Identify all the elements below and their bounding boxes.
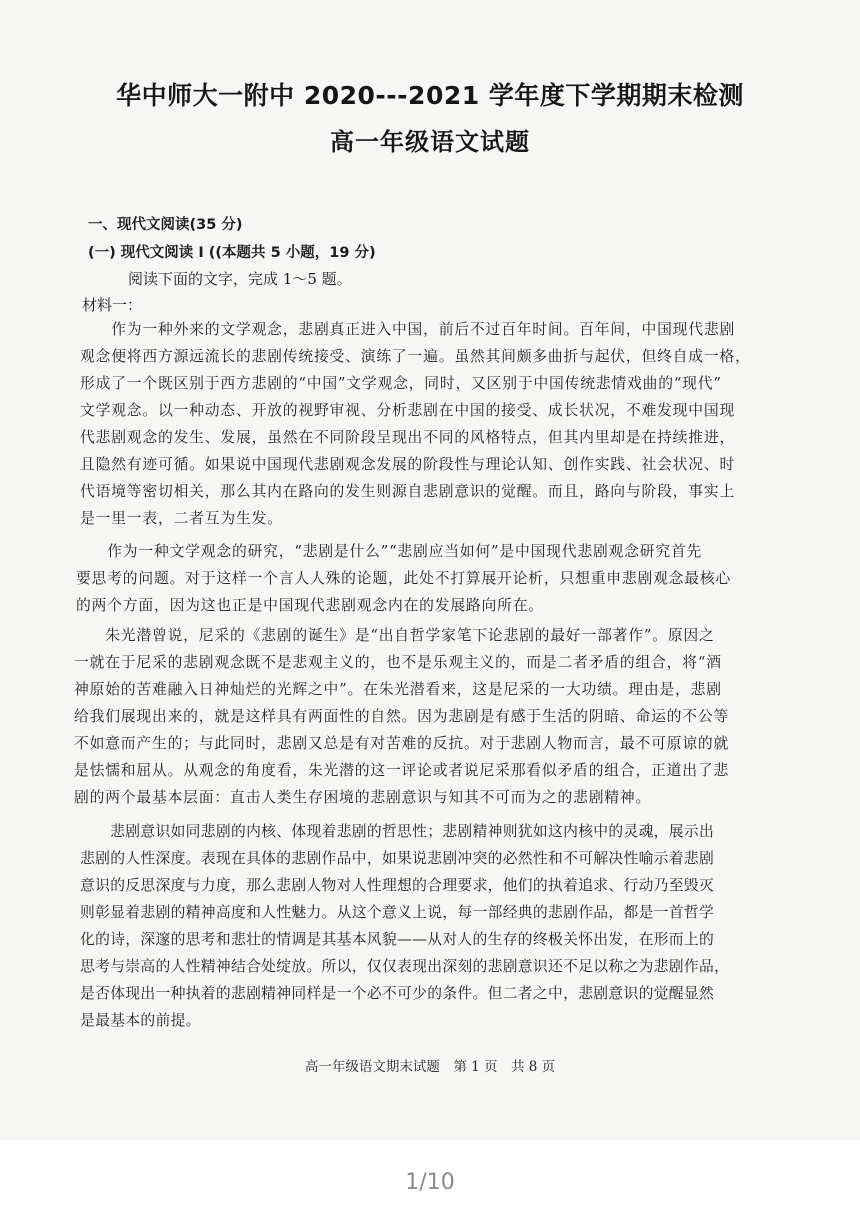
page-footer: 高一年级语文期末试题 第 1 页 共 8 页: [304, 1059, 556, 1075]
subsection-heading: (一) 现代文阅读 I ((本题共 5 小题，19 分): [88, 245, 376, 261]
exam-subtitle: 高一年级语文试题: [330, 128, 530, 156]
text-line: 化的诗，深邃的思考和悲壮的情调是其基本风貌——从对人的生存的终极关怀出发，在形而上的: [80, 931, 715, 948]
page-indicator: 1/10: [405, 1170, 455, 1195]
text-line: 代语境等密切相关，那么其内在路向的发生则源自悲剧意识的觉醒。而且，路向与阶段，事实上: [80, 483, 736, 500]
text-line: 不如意而产生的；与此同时，悲剧又总是有对苦难的反抗。对于悲剧人物而言，最不可原谅的就: [74, 735, 730, 752]
text-line: 神原始的苦难融入日神灿烂的光辉之中”。在朱光潜看来，这是尼采的一大功绩。理由是，悲剧: [74, 681, 722, 698]
text-line: 悲剧意识如同悲剧的内核、体现着悲剧的哲思性；悲剧精神则犹如这内核中的灵魂，展示出: [80, 823, 715, 840]
text-line: 一就在于尼采的悲剧观念既不是悲观主义的，也不是乐观主义的，而是二者矛盾的组合，将“酒: [74, 654, 722, 671]
material-label: 材料一：: [82, 296, 143, 314]
text-line: 要思考的问题。对于这样一个言人人殊的论题，此处不打算展开论析，只想重申悲剧观念最核心: [76, 570, 732, 587]
text-line: 悲剧的人性深度。表现在具体的悲剧作品中，如果说悲剧冲突的必然性和不可解决性喻示着悲剧: [80, 850, 715, 867]
text-line: 是最基本的前提。: [80, 1012, 201, 1029]
paragraph-4: [80, 818, 780, 1034]
text-line: 观念便将西方源远流长的悲剧传统接受、演练了一遍。虽然其间颇多曲折与起伏，但终自成一格，: [80, 348, 751, 365]
text-line: 代悲剧观念的发生、发展，虽然在不同阶段呈现出不同的风格特点，但其内里却是在持续推进，: [80, 429, 736, 446]
text-line: 作为一种外来的文学观念，悲剧真正进入中国，前后不过百年时间。百年间，中国现代悲剧: [80, 321, 736, 338]
text-line: 意识的反思深度与力度，那么悲剧人物对人性理想的合理要求，他们的执着追求、行动乃至毁灭: [80, 877, 715, 894]
text-line: 是一里一表，二者互为生发。: [80, 510, 283, 527]
text-line: 形成了一个既区别于西方悲剧的“中国”文学观念，同时，又区别于中国传统悲情戏曲的“现代”: [80, 375, 722, 392]
reading-instruction: 阅读下面的文字，完成 1～5 题。: [128, 270, 352, 288]
text-line: 的两个方面，因为这也正是中国现代悲剧观念内在的发展路向所在。: [76, 597, 544, 614]
paragraph-2: [76, 538, 776, 619]
exam-title: 华中师大一附中 2020---2021 学年度下学期期末检测: [116, 81, 744, 110]
text-line: 作为一种文学观念的研究，“悲剧是什么”“悲剧应当如何”是中国现代悲剧观念研究首先: [76, 543, 703, 560]
text-line: 是否体现出一种执着的悲剧精神同样是一个必不可少的条件。但二者之中，悲剧意识的觉醒显然: [80, 985, 715, 1002]
text-line: 剧的两个最基本层面：直击人类生存困境的悲剧意识与知其不可而为之的悲剧精神。: [74, 789, 652, 806]
paragraph-3: [74, 622, 784, 811]
text-line: 文学观念。以一种动态、开放的视野审视、分析悲剧在中国的接受、成长状况，不难发现中国现: [80, 402, 736, 419]
paragraph-1: [80, 316, 780, 532]
text-line: 则彰显着悲剧的精神高度和人性魅力。从这个意义上说，每一部经典的悲剧作品，都是一首哲学: [80, 904, 715, 921]
text-line: 朱光潜曾说，尼采的《悲剧的诞生》是“出自哲学家笔下论悲剧的最好一部著作”。原因之: [74, 627, 715, 644]
section-heading: 一、现代文阅读(35 分): [88, 217, 243, 233]
text-line: 思考与崇高的人性精神结合处绽放。所以，仅仅表现出深刻的悲剧意识还不足以称之为悲剧作品，: [80, 958, 730, 975]
text-line: 且隐然有迹可循。如果说中国现代悲剧观念发展的阶段性与理论认知、创作实践、社会状况、时: [80, 456, 736, 473]
text-line: 给我们展现出来的，就是这样具有两面性的自然。因为悲剧是有感于生活的阴暗、命运的不公等: [74, 708, 730, 725]
text-line: 是怯懦和屈从。从观念的角度看，朱光潜的这一评论或者说尼采那看似矛盾的组合，正道出了悲: [74, 762, 730, 779]
